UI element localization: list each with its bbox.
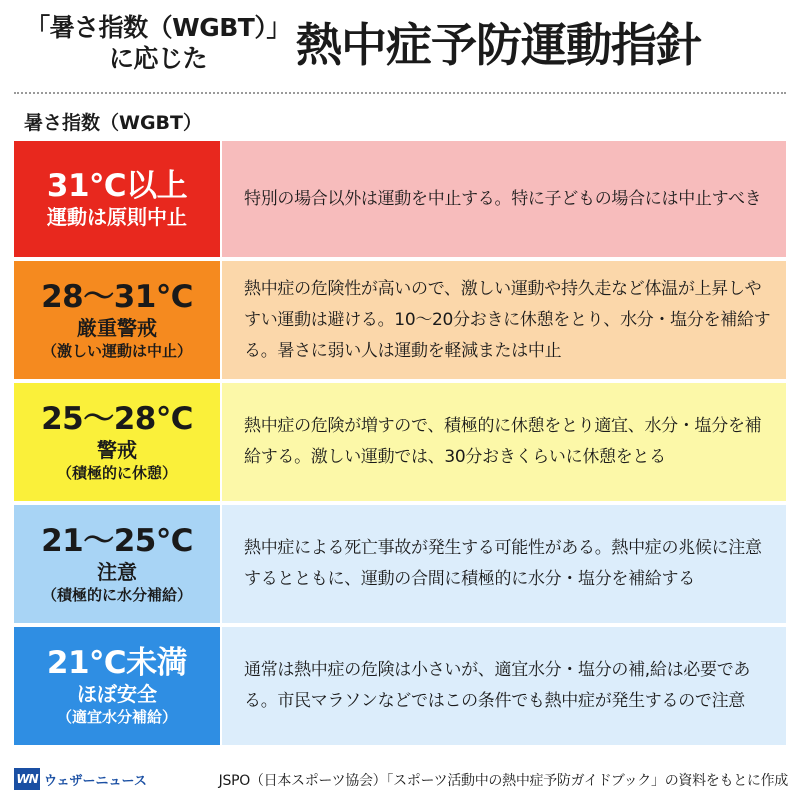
page-title: 熱中症予防運動指針: [296, 18, 701, 72]
table-label: 暑さ指数（WGBT）: [24, 112, 202, 134]
level-cell: [14, 505, 220, 623]
level-cell: [14, 383, 220, 501]
level-note: （積極的に水分補給）: [41, 586, 192, 604]
level-cell: [14, 141, 220, 257]
weathernews-logo-icon: WN: [14, 768, 40, 790]
row-description: 熱中症の危険性が高いので、激しい運動や持久走など体温が上昇しやすい運動は避ける。10〜20分おきに休憩をとり、水分・塩分を補給する。暑さに弱い人は運動を軽減または中止: [244, 278, 771, 361]
temperature-range: 31℃以上: [46, 168, 188, 204]
table-row: [14, 505, 786, 623]
row-description: 熱中症の危険が増すので、積極的に休憩をとり適宜、水分・塩分を補給する。激しい運動では、30分おきくらいに休憩をとる: [244, 416, 762, 467]
temperature-range: 28〜31℃: [41, 279, 193, 315]
level-cell: [14, 261, 220, 379]
subtitle-line-2: に応じた: [108, 44, 207, 73]
level-note: （激しい運動は中止）: [41, 342, 192, 360]
description-cell: [222, 505, 786, 623]
description-cell: [222, 627, 786, 745]
caution-level: 注意: [97, 560, 137, 584]
caution-level: 厳重警戒: [77, 316, 157, 340]
header: [0, 0, 800, 90]
subtitle: [8, 12, 308, 74]
description-cell: [222, 261, 786, 379]
table-row: [14, 141, 786, 257]
caution-level: 運動は原則中止: [47, 205, 187, 229]
caution-level: 警戒: [97, 438, 137, 462]
subtitle-line-1: 「暑さ指数（WGBT）」: [25, 13, 291, 42]
table-row: [14, 261, 786, 379]
level-note: （適宜水分補給）: [56, 708, 177, 726]
title-divider: [14, 92, 786, 94]
caution-level: ほぼ安全: [77, 682, 157, 706]
temperature-range: 21〜25℃: [41, 523, 193, 559]
source-credit: JSPO（日本スポーツ協会）「スポーツ活動中の熱中症予防ガイドブック」の資料をもとに作成: [218, 773, 788, 789]
temperature-range: 25〜28℃: [41, 401, 193, 437]
footer: [0, 760, 800, 800]
description-cell: [222, 383, 786, 501]
weathernews-logo-text: ウェザーニュース: [44, 773, 147, 789]
table-row: [14, 627, 786, 745]
level-note: （積極的に休憩）: [56, 464, 177, 482]
temperature-range: 21℃未満: [46, 645, 188, 681]
row-description: 特別の場合以外は運動を中止する。特に子どもの場合には中止すべき: [244, 188, 762, 209]
row-description: 通常は熱中症の危険は小さいが、適宜水分・塩分の補,給は必要である。市民マラソンなどではこの条件でも熱中症が発生するので注意: [244, 660, 751, 711]
table-row: [14, 383, 786, 501]
level-cell: [14, 627, 220, 745]
description-cell: [222, 141, 786, 257]
row-description: 熱中症による死亡事故が発生する可能性がある。熱中症の兆候に注意するとともに、運動の合間に積極的に水分・塩分を補給する: [244, 538, 762, 589]
weathernews-logo: [14, 768, 147, 790]
